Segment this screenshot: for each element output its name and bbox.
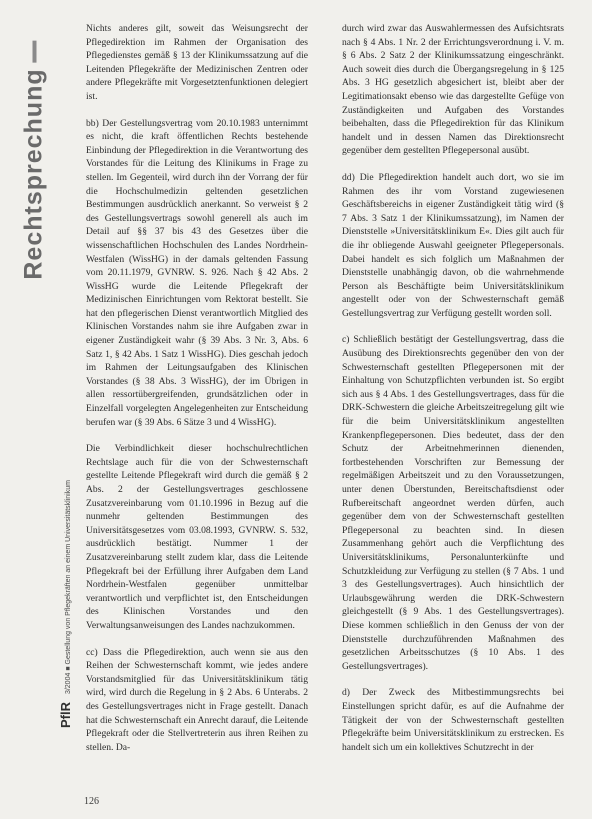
paragraph: c) Schließlich bestätigt der Gestellungsvertrag, dass die Ausübung des Direktionsrechts gegenüber den von der Schwesternschaft gestellten Pflegepersonen mit der Einhaltung von Schutzpflichten verbunden ist. So ergibt sich aus § 4 Abs. 1 des Gestellungsvertrages, dass für die DRK-Schwestern die gleiche Arbeitszeitregelung gilt wie für die beim Universitätsklinikum angestellten Krankenpflegepersonen. Dies bedeutet, dass der den Schutz der Arbeitnehmerinnen dienenden, fortbestehenden Vorschriften zur Bemessung der regelmäßigen Arbeitszeit und zu den Voraussetzungen, unter denen Überstunden, Bereitschaftsdienst oder Rufbereitschaft angeordnet werden dürfen, auch gegenüber dem von der Schwesternschaft gestellten Pflegepersonal zu beachten sind. In diesen Zusammenhang gehört auch die Verpflichtung des Universitätsklinikums, Personalunterkünfte und Schutzkleidung zur Verfügung zu stellen (§ 7 Abs. 1 und 3 des Gestellungsvertrages). Auch hinsichtlich der Urlaubsgewährung werden die DRK-Schwestern gleichgestellt (§ 9 Abs. 1 des Gestellungsvertrages). Diese kommen schließlich in den Genuss der von der Dienststelle durchzuführenden Maßnahmen des gesetzlichen Arbeitsschutzes (§ 10 Abs. 1 des Gestellungsvertrages).: [342, 334, 564, 672]
paragraph: durch wird zwar das Auswahlermessen des Aufsichtsrats nach § 4 Abs. 1 Nr. 2 der Errichtungsverordnung i. V. m. § 6 Abs. 2 Satz 2 der Klinikumssatzung eingeschränkt. Auch soweit dies durch die Übergangsregelung in § 125 Abs. 3 HG gesetzlich abgesichert ist, bleibt aber der Legitimationsakt ebenso wie das dargestellte Gefüge von Zuständigkeiten und Aufgaben des Vorstandes beibehalten, dass die Pflegedirektion für das Klinikum handelt und in dessen Namen das Direktionsrecht gegenüber dem gestellten Pflegepersonal ausübt.: [342, 23, 564, 157]
journal-name: PflR: [58, 702, 73, 728]
paragraph: bb) Der Gestellungsvertrag vom 20.10.1983 unternimmt es nicht, die kraft öffentlichen Rechts bestehende Einbindung der Pflegedirektion in die Verantwortung des Vorstandes für die Leitung des Klinikums in Frage zu stellen. Im Gegenteil, wird durch ihn der Vorrang der für die Hochschulmedizin geltenden gesetzlichen Bestimmungen ausdrücklich anerkannt. So verweist § 2 des Gestellungsvertrags sowohl generell als auch im Detail auf §§ 37 bis 43 des Gesetzes über die wissenschaftlichen Hochschulen des Landes Nordrhein-Westfalen (WissHG) in der damals geltenden Fassung vom 20.11.1979, GVNRW. S. 926. Nach § 42 Abs. 2 WissHG wurde die Leitende Pflegekraft der Medizinischen Einrichtungen vom Rektorat bestellt. Sie hat den pflegerischen Dienst verantwortlich Mitglied des Klinischen Vorstandes nahm sie ihre Aufgaben zwar in eigener Zuständigkeit wahr (§ 39 Abs. 3 Nr. 3, Abs. 6 Satz 1, § 42 Abs. 1 Satz 1 WissHG). Dies geschah jedoch im Rahmen der Leitungsaufgaben des Klinischen Vorstandes (§ 38 Abs. 3 WissHG), der im Übrigen in allen ressortübergreifenden, grundsätzlichen oder in Einzelfall vorgelegten Angelegenheiten zur Entscheidung berufen war (§ 39 Abs. 6 Sätze 3 und 4 WissHG).: [86, 117, 308, 428]
article-title: Gestellung von Pflegekräften an einem Universitätsklinikum: [65, 480, 72, 665]
journal-footer: [58, 480, 73, 728]
footer-separator: ■: [65, 664, 72, 671]
section-title-text: Rechtsprechung: [19, 68, 48, 280]
page-number: 126: [84, 796, 99, 807]
section-title: [20, 40, 49, 279]
journal-issue: 3/2004: [65, 672, 72, 695]
left-column: [86, 22, 308, 754]
right-column: [342, 22, 564, 754]
paragraph: d) Der Zweck des Mitbestimmungsrechts bei Einstellungen spricht dafür, es auf die Aufnahme der Tätigkeit der von der Schwesternschaft gestellten Pflegekräfte beim Universitätsklinikum zu erstrecken. Es handelt sich um ein kollektives Schutzrecht in der: [342, 687, 564, 753]
paragraph: dd) Die Pflegedirektion handelt auch dort, wo sie im Rahmen des ihr vom Vorstand zugewiesenen Geschäftsbereichs in eigener Zuständigkeit tätig wird (§ 7 Abs. 3 Satz 1 der Klinikumssatzung), im Namen der Dienststelle »Universitätsklinikum E«. Dies gilt auch für die ihr obliegende Auswahl geeigneter Pflegepersonals. Dabei handelt es sich folglich um Maßnahmen der Dienststelle unabhängig davon, ob die wahrnehmende Person als Beschäftigte beim Universitätsklinikum angestellt oder von der Schwesternschaft gemäß Gestellungsvertrag zur Verfügung gestellt worden soll.: [342, 171, 564, 319]
paragraph: cc) Dass die Pflegedirektion, auch wenn sie aus den Reihen der Schwesternschaft kommt, wie jedes andere Vorstandsmitglied für das Universitätsklinikum tätig wird, wird durch die Regelung in § 2 Abs. 6 Unterabs. 2 des Gestellungsvertrages nicht in Frage gestellt. Danach hat die Schwesternschaft ein Anrecht darauf, die Leitende Pflegekraft oder die Stellvertreterin aus ihren Reihen zu stellen. Da-: [86, 646, 308, 753]
title-bar: [33, 40, 37, 62]
paragraph: Die Verbindlichkeit dieser hochschulrechtlichen Rechtslage auch für die von der Schwesternschaft gestellte Leitende Pflegekraft wird durch die gemäß § 2 Abs. 2 der Gestellungsvertrages geschlossene Zusatzvereinbarung vom 01.10.1996 in Bezug auf die nunmehr geltenden Bestimmungen des Universitätsgesetzes vom 03.08.1993, GVNRW. S. 532, ausdrücklich bestätigt. Nummer 1 der Zusatzvereinbarung stellt zudem klar, dass die Leitende Pflegekraft bei der Erfüllung ihrer Aufgaben dem Land Nordrhein-Westfalen gegenüber unmittelbar verantwortlich und verpflichtet ist, den Entscheidungen des Klinischen Vorstandes und den Verwaltungsanweisungen des Landes nachzukommen.: [86, 443, 308, 631]
paragraph: Nichts anderes gilt, soweit das Weisungsrecht der Pflegedirektion im Rahmen der Organisation des Pflegedienstes gemäß § 13 der Klinikumssatzung auf die Leitenden Pflegekräfte der Medizinischen Zentren oder andere Pflegekräfte mit Vorgesetztenfunktionen delegiert ist.: [86, 23, 308, 102]
